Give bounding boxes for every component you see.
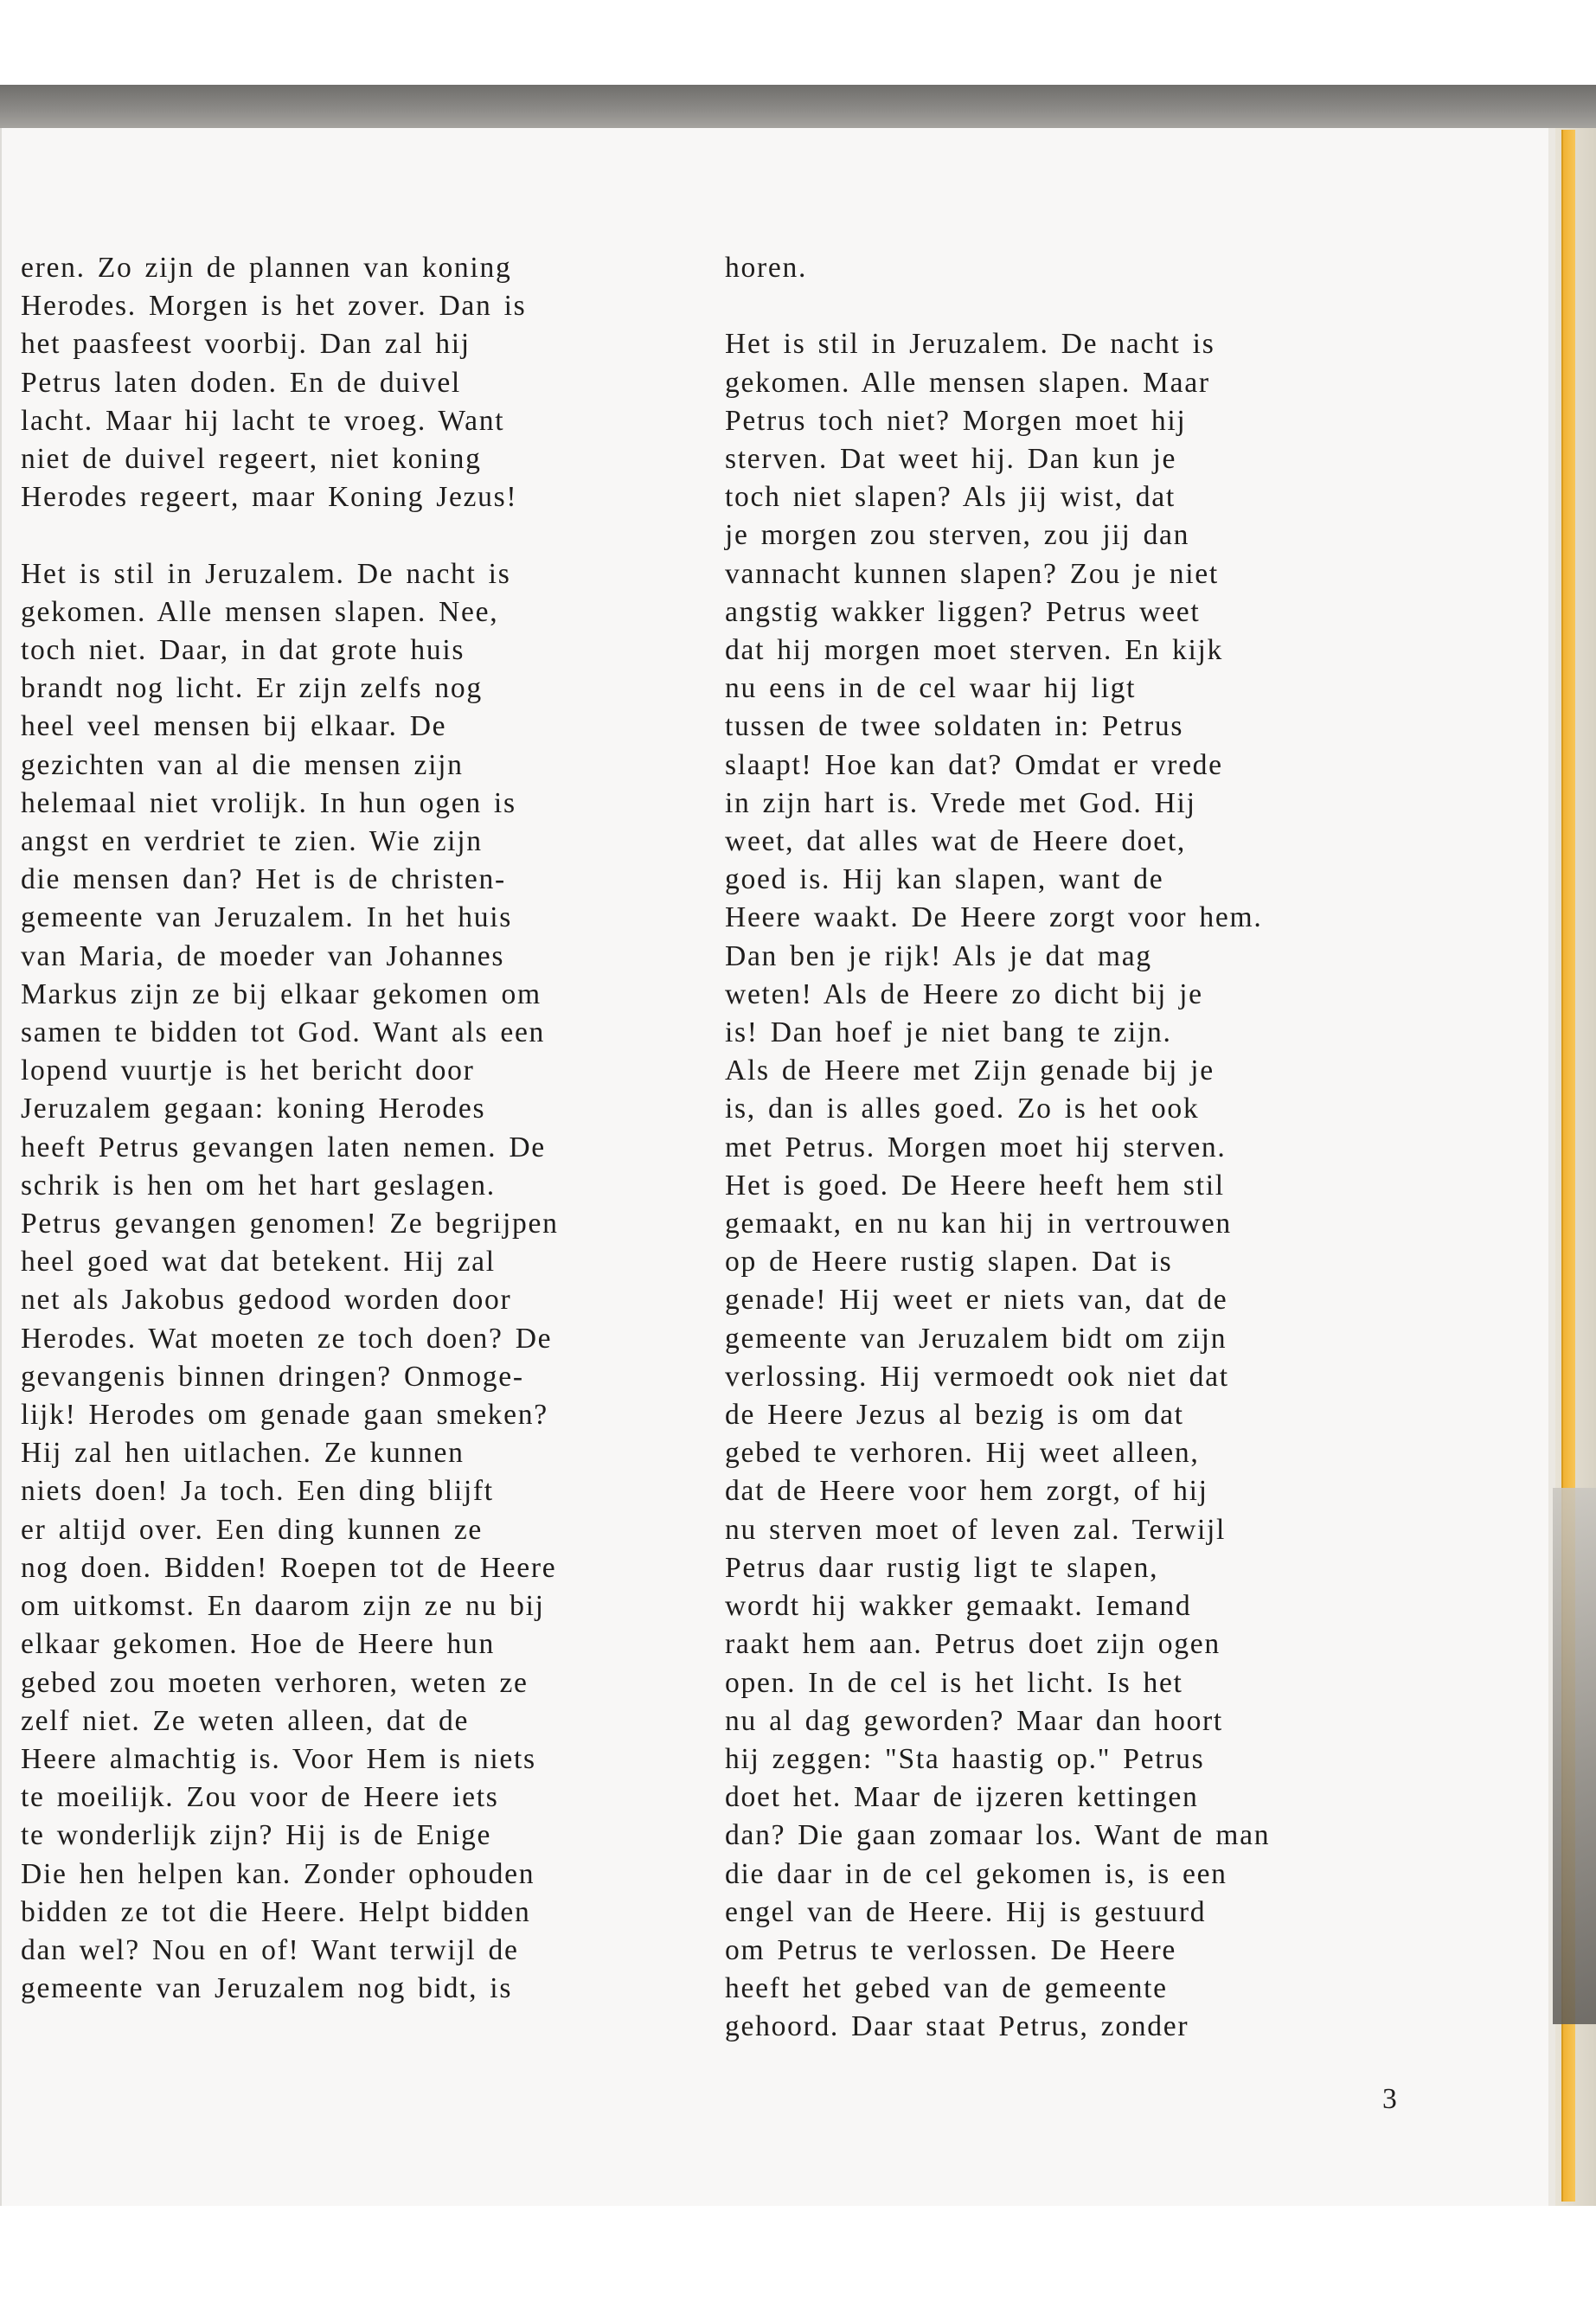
text-line: nu sterven moet of leven zal. Terwijl [725,1513,1227,1546]
text-line: gekomen. Alle mensen slapen. Nee, [21,595,499,628]
text-line: gevangenis binnen dringen? Onmoge- [21,1360,524,1393]
text-line: nu al dag geworden? Maar dan hoort [725,1704,1223,1737]
text-line: heeft het gebed van de gemeente [725,1972,1168,2005]
text-line: heel veel mensen bij elkaar. De [21,710,447,743]
text-line: die daar in de cel gekomen is, is een [725,1857,1227,1890]
text-line: gekomen. Alle mensen slapen. Maar [725,366,1210,399]
paragraph-gap [725,287,1400,325]
text-line: lopend vuurtje is het bericht door [21,1054,475,1087]
text-line: Het is stil in Jeruzalem. De nacht is [725,328,1215,361]
right-text-column [725,249,1400,2047]
paragraph-continuation [725,249,1400,287]
text-line: helemaal niet vrolijk. In hun ogen is [21,786,516,819]
text-line: Jeruzalem gegaan: koning Herodes [21,1093,486,1125]
text-line: Als de Heere met Zijn genade bij je [725,1054,1215,1087]
text-line: Petrus daar rustig ligt te slapen, [725,1551,1159,1584]
text-line: met Petrus. Morgen moet hij sterven. [725,1131,1227,1163]
text-line: het paasfeest voorbij. Dan zal hij [21,328,471,361]
text-line: die mensen dan? Het is de christen- [21,863,506,896]
text-line: angstig wakker liggen? Petrus weet [725,595,1201,628]
text-line: gemeente van Jeruzalem bidt om zijn [725,1322,1227,1355]
text-line: Heere waakt. De Heere zorgt voor hem. [725,901,1263,934]
text-line: niets doen! Ja toch. Een ding blijft [21,1475,494,1508]
paragraph-gap [21,516,695,554]
text-line: lijk! Herodes om genade gaan smeken? [21,1399,548,1432]
page-number: 3 [1382,2083,1397,2115]
text-line: Herodes. Wat moeten ze toch doen? De [21,1322,553,1355]
text-line: vannacht kunnen slapen? Zou je niet [725,557,1219,590]
text-line: heel goed wat dat betekent. Hij zal [21,1246,496,1279]
text-line: gemaakt, en nu kan hij in vertrouwen [725,1208,1232,1240]
text-line: schrik is hen om het hart geslagen. [21,1169,496,1202]
text-line: toch niet slapen? Als jij wist, dat [725,481,1176,514]
text-line: raakt hem aan. Petrus doet zijn ogen [725,1628,1221,1661]
text-line: dat de Heere voor hem zorgt, of hij [725,1475,1208,1508]
text-line: verlossing. Hij vermoedt ook niet dat [725,1360,1229,1393]
text-line: dan wel? Nou en of! Want terwijl de [21,1933,519,1966]
text-line: genade! Hij weet er niets van, dat de [725,1284,1228,1317]
scan-bottom-margin [0,2206,1596,2301]
text-line: gehoord. Daar staat Petrus, zonder [725,2010,1189,2043]
text-line: Petrus laten doden. En de duivel [21,366,461,399]
text-line: toch niet. Daar, in dat grote huis [21,634,465,667]
text-line: brandt nog licht. Er zijn zelfs nog [21,672,483,705]
text-line: eren. Zo zijn de plannen van koning [21,252,512,284]
text-line: op de Heere rustig slapen. Dat is [725,1246,1173,1279]
text-line: er altijd over. Een ding kunnen ze [21,1513,484,1546]
text-line: angst en verdriet te zien. Wie zijn [21,825,483,858]
scan-top-edge [0,85,1596,130]
text-line: Markus zijn ze bij elkaar gekomen om [21,977,542,1010]
text-line: de Heere Jezus al bezig is om dat [725,1399,1184,1432]
paragraph-church-praying [21,555,695,2009]
next-page-photo-edge [1553,1488,1596,2024]
text-line: slaapt! Hoe kan dat? Omdat er vrede [725,748,1223,781]
text-line: gemeente van Jeruzalem. In het huis [21,901,513,934]
text-line: hij zeggen: "Sta haastig op." Petrus [725,1742,1205,1775]
text-line: open. In de cel is het licht. Is het [725,1666,1183,1699]
text-line: doet het. Maar de ijzeren kettingen [725,1781,1199,1814]
text-line: gezichten van al die mensen zijn [21,748,464,781]
text-line: is, dan is alles goed. Zo is het ook [725,1093,1200,1125]
text-line: Herodes regeert, maar Koning Jezus! [21,481,518,514]
text-line: Heere almachtig is. Voor Hem is niets [21,1742,536,1775]
text-line: dan? Die gaan zomaar los. Want de man [725,1819,1271,1852]
text-line: Herodes. Morgen is het zover. Dan is [21,290,527,323]
text-line: engel van de Heere. Hij is gestuurd [725,1895,1207,1928]
text-line: sterven. Dat weet hij. Dan kun je [725,443,1177,475]
text-line: bidden ze tot die Heere. Helpt bidden [21,1895,531,1928]
text-line: Die hen helpen kan. Zonder ophouden [21,1857,535,1890]
text-line: Het is stil in Jeruzalem. De nacht is [21,557,511,590]
text-line: lacht. Maar hij lacht te vroeg. Want [21,404,505,437]
text-line: nu eens in de cel waar hij ligt [725,672,1137,705]
text-line: Het is goed. De Heere heeft hem stil [725,1169,1225,1202]
text-line: is! Dan hoef je niet bang te zijn. [725,1016,1172,1049]
text-line: Petrus gevangen genomen! Ze begrijpen [21,1208,559,1240]
text-line: je morgen zou sterven, zou jij dan [725,519,1190,552]
text-line: om Petrus te verlossen. De Heere [725,1933,1176,1966]
text-line: wordt hij wakker gemaakt. Iemand [725,1590,1192,1623]
text-line: niet de duivel regeert, niet koning [21,443,482,476]
text-line: elkaar gekomen. Hoe de Heere hun [21,1628,496,1661]
text-line: Dan ben je rijk! Als je dat mag [725,939,1152,972]
text-line: om uitkomst. En daarom zijn ze nu bij [21,1590,545,1623]
text-line: weten! Als de Heere zo dicht bij je [725,977,1203,1010]
text-line: horen. [725,252,808,284]
text-line: zelf niet. Ze weten alleen, dat de [21,1704,470,1737]
text-line: goed is. Hij kan slapen, want de [725,863,1164,896]
text-line: gemeente van Jeruzalem nog bidt, is [21,1972,513,2005]
text-line: dat hij morgen moet sterven. En kijk [725,634,1224,667]
text-line: Hij zal hen uitlachen. Ze kunnen [21,1437,465,1470]
left-text-column [21,249,695,2008]
text-line: gebed te verhoren. Hij weet alleen, [725,1437,1200,1470]
text-line: tussen de twee soldaten in: Petrus [725,710,1184,743]
paragraph-petrus-sleeping [725,325,1400,2046]
text-line: te moeilijk. Zou voor de Heere iets [21,1781,499,1814]
text-line: te wonderlijk zijn? Hij is de Enige [21,1819,492,1852]
text-line: in zijn hart is. Vrede met God. Hij [725,786,1196,819]
text-line: nog doen. Bidden! Roepen tot de Heere [21,1551,557,1584]
text-line: samen te bidden tot God. Want als een [21,1016,546,1049]
text-line: van Maria, de moeder van Johannes [21,939,505,972]
text-line: weet, dat alles wat de Heere doet, [725,825,1187,858]
text-line: net als Jakobus gedood worden door [21,1284,512,1317]
text-line: gebed zou moeten verhoren, weten ze [21,1666,529,1699]
paragraph-herodes-plans [21,249,695,516]
text-line: heeft Petrus gevangen laten nemen. De [21,1131,546,1163]
text-line: Petrus toch niet? Morgen moet hij [725,404,1187,437]
